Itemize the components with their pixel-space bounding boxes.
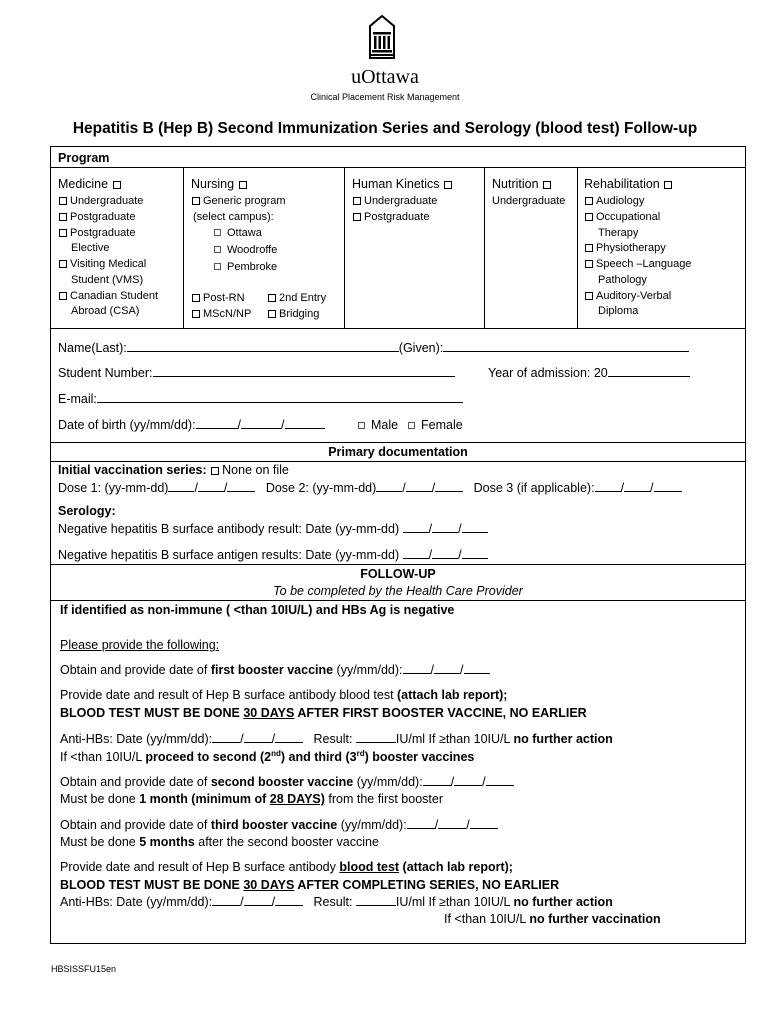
therapy-label: Therapy <box>598 227 639 239</box>
one-month-text: Must be done 1 month (minimum of 28 DAYS) from the first booster <box>60 792 444 806</box>
blood-test-1-text: Provide date and result of Hep B surface antibody blood test (attach lab report); <box>60 688 508 702</box>
checkbox-icon <box>543 181 551 189</box>
year-admission-field[interactable] <box>608 366 690 377</box>
nursing-post-rn-checkbox[interactable]: Post-RN <box>191 292 245 304</box>
checkbox-icon <box>585 197 593 205</box>
audiology-checkbox[interactable]: Audiology <box>584 195 644 207</box>
nursing-bridging-checkbox[interactable]: Bridging <box>267 308 319 320</box>
proceed-boosters-row: If <than 10IU/L proceed to second (2nd) and third (3rd) booster vaccines <box>60 749 475 765</box>
primary-documentation-heading: Primary documentation <box>328 445 468 459</box>
medicine-undergraduate-checkbox[interactable]: Undergraduate <box>58 195 143 207</box>
auditory-verbal-checkbox[interactable]: Auditory-Verbal <box>584 290 671 302</box>
must-30-days-first-text: BLOOD TEST MUST BE DONE 30 DAYS AFTER FIRST BOOSTER VACCINE, NO EARLIER <box>60 706 587 720</box>
name-last-field[interactable] <box>127 341 399 352</box>
hk-undergraduate-checkbox[interactable]: Undergraduate <box>352 195 437 207</box>
dose2-mm-field[interactable] <box>406 481 432 492</box>
antihbs-1-row: Anti-HBs: Date (yy/mm/dd): / / Result: IU/ml If ≥than 10IU/L no further action <box>60 732 613 746</box>
initial-series-row <box>58 463 289 477</box>
checkbox-icon <box>214 246 221 253</box>
checkbox-icon <box>192 310 200 318</box>
student-number-label: Student Number: <box>58 366 153 380</box>
second-booster-dd-field[interactable] <box>486 775 514 786</box>
antigen-yy-field[interactable] <box>403 548 429 559</box>
checkbox-icon <box>664 181 672 189</box>
medicine-label: Medicine <box>58 177 109 191</box>
page-title: Hepatitis B (Hep B) Second Immunization Series and Serology (blood test) Follow-up <box>72 120 698 137</box>
first-booster-dd-field[interactable] <box>464 663 490 674</box>
checkbox-icon <box>59 213 67 221</box>
speech-language-checkbox[interactable]: Speech –Language <box>584 258 691 270</box>
checkbox-icon <box>113 181 121 189</box>
initial-series-label: Initial vaccination series: <box>58 463 207 477</box>
dose1-mm-field[interactable] <box>198 481 224 492</box>
male-checkbox[interactable]: Male <box>358 418 398 432</box>
antigen-mm-field[interactable] <box>432 548 458 559</box>
dose3-mm-field[interactable] <box>624 481 650 492</box>
checkbox-icon <box>239 181 247 189</box>
dose1-dd-field[interactable] <box>227 481 255 492</box>
nursing-second-entry-checkbox[interactable]: 2nd Entry <box>267 292 326 304</box>
medicine-vms-checkbox[interactable]: Visiting Medical <box>58 258 146 270</box>
antihbs1-result-field[interactable] <box>356 732 396 743</box>
brand-name: uOttawa <box>351 66 419 88</box>
female-checkbox[interactable]: Female <box>408 418 463 432</box>
name-last-label: Name(Last): <box>58 341 127 355</box>
campus-ottawa-checkbox[interactable]: Ottawa <box>214 227 262 239</box>
checkbox-icon <box>353 213 361 221</box>
please-provide-text: Please provide the following: <box>60 638 220 652</box>
student-number-row <box>58 366 455 380</box>
serology-label: Serology: <box>58 504 116 518</box>
medicine-csa-checkbox[interactable]: Canadian Student <box>58 290 158 302</box>
checkbox-icon <box>192 197 200 205</box>
medicine-csa-label: Abroad (CSA) <box>71 305 140 317</box>
antihbs1-mm-field[interactable] <box>244 732 272 743</box>
medicine-postgraduate-checkbox[interactable]: Postgraduate <box>58 211 135 223</box>
occupational-therapy-checkbox[interactable]: Occupational <box>584 211 660 223</box>
medicine-checkbox[interactable] <box>58 177 124 191</box>
dob-label: Date of birth (yy/mm/dd): <box>58 418 196 432</box>
must-30-days-series-text: BLOOD TEST MUST BE DONE 30 DAYS AFTER COMPLETING SERIES, NO EARLIER <box>60 878 560 892</box>
checkbox-icon <box>214 263 221 270</box>
checkbox-icon <box>444 181 452 189</box>
diploma-label: Diploma <box>598 305 639 317</box>
second-booster-yy-field[interactable] <box>423 775 451 786</box>
human-kinetics-checkbox[interactable] <box>352 177 455 191</box>
physiotherapy-checkbox[interactable]: Physiotherapy <box>584 242 666 254</box>
pathology-label: Pathology <box>598 274 647 286</box>
first-booster-row: Obtain and provide date of first booster vaccine (yy/mm/dd): / / <box>60 663 490 677</box>
year-admission-label: Year of admission: 20 <box>488 366 608 380</box>
campus-woodroffe-checkbox[interactable]: Woodroffe <box>214 244 277 256</box>
medicine-postgraduate-elective-checkbox[interactable]: Postgraduate <box>58 227 135 239</box>
checkbox-icon <box>585 213 593 221</box>
checkbox-icon <box>214 229 221 236</box>
first-booster-mm-field[interactable] <box>434 663 460 674</box>
given-name-label: (Given): <box>398 341 444 355</box>
neg-antigen-label: Negative hepatitis B surface antigen results: Date (yy-mm-dd) <box>58 548 400 562</box>
checkbox-icon <box>59 260 67 268</box>
second-booster-mm-field[interactable] <box>454 775 482 786</box>
building-columns-icon <box>362 14 402 62</box>
given-name-field[interactable] <box>443 341 689 352</box>
checkbox-icon <box>192 294 200 302</box>
dose3-dd-field[interactable] <box>654 481 682 492</box>
dob-day-field[interactable] <box>285 418 325 429</box>
dose-row: Dose 1: (yy-mm-dd) / / Dose 2: (yy-mm-dd) / / Dose 3 (if applicable): / / <box>58 481 682 495</box>
antihbs2-mm-field[interactable] <box>244 895 272 906</box>
neg-antibody-row: Negative hepatitis B surface antibody result: Date (yy-mm-dd) / / <box>58 522 488 536</box>
checkbox-icon <box>59 229 67 237</box>
checkbox-icon <box>268 310 276 318</box>
antihbs2-result-field[interactable] <box>356 895 396 906</box>
antibody-yy-field[interactable] <box>403 522 429 533</box>
department-subtitle: Clinical Placement Risk Management <box>310 92 460 102</box>
medicine-elective-label: Elective <box>71 242 110 254</box>
checkbox-icon <box>358 422 365 429</box>
antibody-dd-field[interactable] <box>462 522 488 533</box>
select-campus-label: (select campus): <box>193 211 274 223</box>
nursing-generic-checkbox[interactable]: Generic program <box>191 195 286 207</box>
first-booster-yy-field[interactable] <box>403 663 431 674</box>
human-kinetics-label: Human Kinetics <box>352 177 440 191</box>
antihbs-2-row: Anti-HBs: Date (yy/mm/dd): / / Result: IU/ml If ≥than 10IU/L no further action <box>60 895 613 909</box>
third-booster-row: Obtain and provide date of third booster vaccine (yy/mm/dd): / / <box>60 818 498 832</box>
no-further-vaccination-row: If <than 10IU/L no further vaccination <box>444 912 661 926</box>
nutrition-undergraduate-label: Undergraduate <box>492 195 566 207</box>
student-number-field[interactable] <box>153 366 455 377</box>
medicine-vms-label: Student (VMS) <box>71 274 144 286</box>
third-booster-mm-field[interactable] <box>438 818 466 829</box>
name-row <box>58 341 689 355</box>
dob-year-field[interactable] <box>196 418 238 429</box>
dose3-label: Dose 3 (if applicable): <box>473 481 595 495</box>
second-booster-row: Obtain and provide date of second booster vaccine (yy/mm/dd): / / <box>60 775 514 789</box>
nutrition-label: Nutrition <box>492 177 539 191</box>
followup-heading: FOLLOW-UP <box>360 567 436 581</box>
form-container <box>50 146 746 944</box>
year-admission-row <box>488 366 690 380</box>
checkbox-icon <box>59 292 67 300</box>
checkbox-icon <box>353 197 361 205</box>
antibody-mm-field[interactable] <box>432 522 458 533</box>
third-booster-yy-field[interactable] <box>407 818 435 829</box>
antihbs2-dd-field[interactable] <box>275 895 303 906</box>
nursing-label: Nursing <box>191 177 235 191</box>
antigen-dd-field[interactable] <box>462 548 488 559</box>
neg-antibody-label: Negative hepatitis B surface antibody result: Date (yy-mm-dd) <box>58 522 400 536</box>
dose3-yy-field[interactable] <box>595 481 621 492</box>
checkbox-icon <box>408 422 415 429</box>
non-immune-text: If identified as non-immune ( <than 10IU/L) and HBs Ag is negative <box>60 603 455 617</box>
hk-postgraduate-checkbox[interactable]: Postgraduate <box>352 211 429 223</box>
dob-row: Date of birth (yy/mm/dd): / / <box>58 418 325 432</box>
form-code: HBSISSFU15en <box>51 964 117 974</box>
email-label: E-mail: <box>58 392 97 406</box>
nutrition-checkbox[interactable] <box>492 177 554 191</box>
followup-subheading: To be completed by the Health Care Provider <box>273 584 523 598</box>
dose2-yy-field[interactable] <box>376 481 402 492</box>
dose2-dd-field[interactable] <box>435 481 463 492</box>
dose1-label: Dose 1: (yy-mm-dd) <box>58 481 169 495</box>
dose1-yy-field[interactable] <box>168 481 194 492</box>
checkbox-icon <box>211 467 219 475</box>
email-field[interactable] <box>97 392 463 403</box>
dose2-label: Dose 2: (yy-mm-dd) <box>265 481 377 495</box>
dob-month-field[interactable] <box>241 418 281 429</box>
none-on-file-checkbox[interactable]: None on file <box>210 463 289 477</box>
neg-antigen-row: Negative hepatitis B surface antigen results: Date (yy-mm-dd) / / <box>58 548 488 562</box>
nursing-checkbox[interactable] <box>191 177 250 191</box>
checkbox-icon <box>585 244 593 252</box>
antihbs2-yy-field[interactable] <box>212 895 240 906</box>
email-row <box>58 392 463 406</box>
rehabilitation-checkbox[interactable] <box>584 177 675 191</box>
campus-pembroke-checkbox[interactable]: Pembroke <box>214 261 277 273</box>
antihbs1-yy-field[interactable] <box>212 732 240 743</box>
checkbox-icon <box>268 294 276 302</box>
rehabilitation-label: Rehabilitation <box>584 177 660 191</box>
checkbox-icon <box>585 260 593 268</box>
blood-test-2-text: Provide date and result of Hep B surface antibody blood test (attach lab report); <box>60 860 513 874</box>
program-heading: Program <box>58 151 110 165</box>
antihbs1-dd-field[interactable] <box>275 732 303 743</box>
checkbox-icon <box>59 197 67 205</box>
checkbox-icon <box>585 292 593 300</box>
nursing-mscn-np-checkbox[interactable]: MScN/NP <box>191 308 251 320</box>
five-months-text: Must be done 5 months after the second booster vaccine <box>60 835 379 849</box>
third-booster-dd-field[interactable] <box>470 818 498 829</box>
